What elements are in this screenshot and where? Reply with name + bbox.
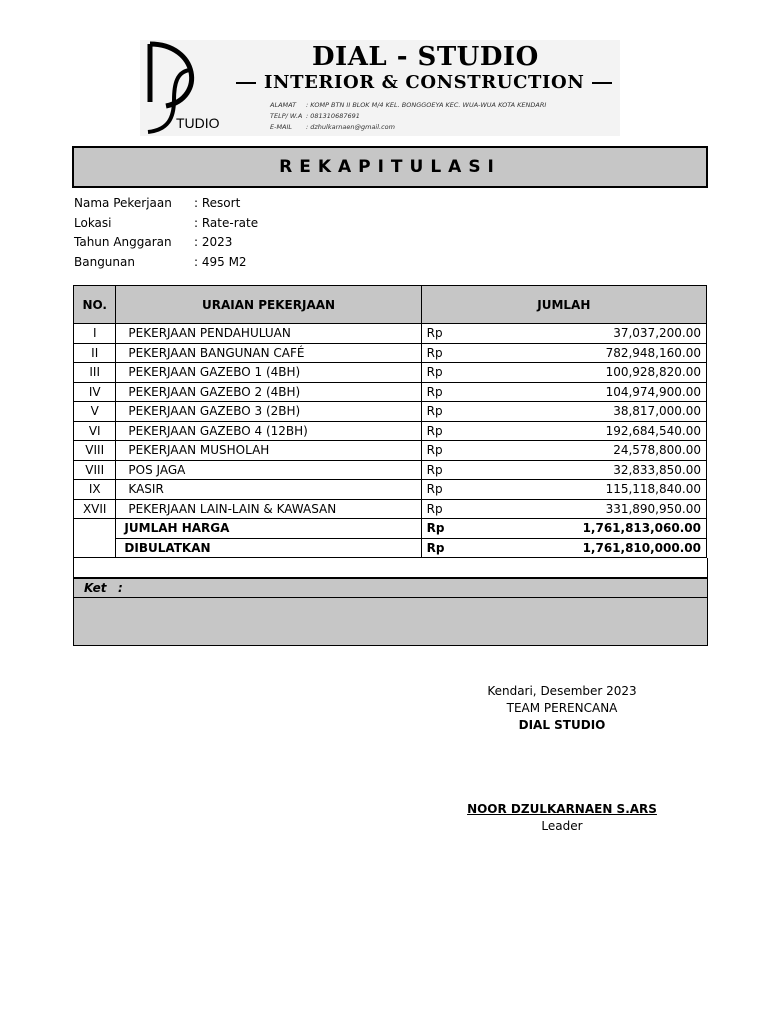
row-amount — [421, 499, 706, 519]
row-value: 100,928,820.00 — [605, 365, 701, 380]
row-desc: PEKERJAAN MUSHOLAH — [116, 441, 421, 461]
row-amount — [421, 363, 706, 383]
table-header-row — [74, 286, 707, 324]
row-no: III — [74, 363, 116, 383]
row-value: 115,118,840.00 — [605, 482, 701, 497]
table-row — [74, 363, 707, 383]
total-value: 1,761,813,060.00 — [582, 521, 701, 536]
row-currency: Rp — [426, 345, 443, 360]
row-no: VIII — [74, 441, 116, 461]
table-row — [74, 382, 707, 402]
row-amount — [421, 460, 706, 480]
row-desc: PEKERJAAN GAZEBO 4 (12BH) — [116, 421, 421, 441]
row-desc: PEKERJAAN GAZEBO 3 (2BH) — [116, 402, 421, 422]
blank-row — [73, 558, 708, 578]
contact-email: E-MAIL : dzhulkarnaen@gmail.com — [270, 123, 395, 131]
info-row: Tahun Anggaran : 2023 — [74, 235, 233, 250]
row-value: 32,833,850.00 — [613, 462, 701, 477]
project-info — [74, 196, 258, 275]
total-no-cell — [74, 519, 116, 539]
header-amount: JUMLAH — [421, 286, 706, 324]
contact-phone: TELP/ W.A : 081310687691 — [270, 112, 360, 120]
brand-subtitle: INTERIOR & CONSTRUCTION — [228, 72, 620, 93]
row-no: XVII — [74, 499, 116, 519]
total-amount — [421, 519, 706, 539]
row-desc: PEKERJAAN LAIN-LAIN & KAWASAN — [116, 499, 421, 519]
row-currency: Rp — [426, 404, 443, 419]
row-value: 24,578,800.00 — [613, 443, 701, 458]
row-amount — [421, 402, 706, 422]
row-currency: Rp — [426, 326, 443, 341]
notes-colon: : — [118, 581, 123, 595]
info-row: Nama Pekerjaan : Resort — [74, 196, 241, 210]
signer-role: Leader — [541, 819, 583, 833]
row-desc: KASIR — [116, 480, 421, 500]
page-title: REKAPITULASI — [279, 157, 501, 177]
notes-label: Ket — [84, 581, 107, 595]
row-value: 331,890,950.00 — [605, 501, 701, 516]
row-no: II — [74, 343, 116, 363]
row-no: VI — [74, 421, 116, 441]
brand-name: DIAL - STUDIO — [312, 42, 539, 72]
info-row: Lokasi : Rate-rate — [74, 215, 259, 230]
table-row — [74, 421, 707, 441]
table-row — [74, 402, 707, 422]
row-desc: PEKERJAAN GAZEBO 1 (4BH) — [116, 363, 421, 383]
row-no: I — [74, 324, 116, 344]
table-row — [74, 460, 707, 480]
studio-logo — [140, 40, 220, 136]
table-row — [74, 499, 707, 519]
row-currency: Rp — [426, 482, 443, 497]
contact-address: ALAMAT : KOMP BTN II BLOK M/4 KEL. BONGGOEYA KEC. WUA-WUA KOTA KENDARI — [270, 101, 547, 109]
table-row — [74, 324, 707, 344]
row-value: 782,948,160.00 — [605, 345, 701, 360]
row-amount — [421, 324, 706, 344]
signer-name: NOOR DZULKARNAEN S.ARS — [467, 802, 657, 816]
total-label: DIBULATKAN — [116, 538, 421, 558]
row-value: 104,974,900.00 — [605, 384, 701, 399]
row-currency: Rp — [426, 423, 443, 438]
row-currency: Rp — [426, 384, 443, 399]
table-row — [74, 480, 707, 500]
row-desc: PEKERJAAN BANGUNAN CAFÉ — [116, 343, 421, 363]
row-value: 192,684,540.00 — [605, 423, 701, 438]
total-amount — [421, 538, 706, 558]
header-desc: URAIAN PEKERJAAN — [116, 286, 421, 324]
row-currency: Rp — [426, 501, 443, 516]
title-box — [72, 146, 708, 188]
row-currency: Rp — [426, 443, 443, 458]
row-no: V — [74, 402, 116, 422]
row-amount — [421, 480, 706, 500]
row-currency: Rp — [426, 462, 443, 477]
row-no: VIII — [74, 460, 116, 480]
sign-team: TEAM PERENCANA — [506, 701, 618, 715]
notes-body — [73, 597, 708, 646]
total-value: 1,761,810,000.00 — [582, 540, 701, 555]
row-desc: PEKERJAAN PENDAHULUAN — [116, 324, 421, 344]
row-amount — [421, 382, 706, 402]
row-amount — [421, 421, 706, 441]
row-no: IX — [74, 480, 116, 500]
total-label: JUMLAH HARGA — [116, 519, 421, 539]
header-no: NO. — [74, 286, 116, 324]
table-row — [74, 441, 707, 461]
notes-label-row — [73, 578, 708, 598]
row-amount — [421, 343, 706, 363]
row-amount — [421, 441, 706, 461]
info-row: Bangunan : 495 M2 — [74, 255, 247, 270]
sign-company: DIAL STUDIO — [518, 718, 606, 732]
logo-text: TUDIO — [176, 115, 220, 131]
row-value: 38,817,000.00 — [613, 404, 701, 419]
recap-table — [73, 285, 707, 558]
row-desc: POS JAGA — [116, 460, 421, 480]
total-currency: Rp — [426, 521, 445, 536]
row-value: 37,037,200.00 — [613, 326, 701, 341]
row-no: IV — [74, 382, 116, 402]
sign-place-date: Kendari, Desember 2023 — [487, 684, 637, 698]
row-currency: Rp — [426, 365, 443, 380]
total-row — [74, 519, 707, 539]
row-desc: PEKERJAAN GAZEBO 2 (4BH) — [116, 382, 421, 402]
total-currency: Rp — [426, 540, 445, 555]
table-row — [74, 343, 707, 363]
rounded-total-row — [74, 538, 707, 558]
total-no-cell — [74, 538, 116, 558]
